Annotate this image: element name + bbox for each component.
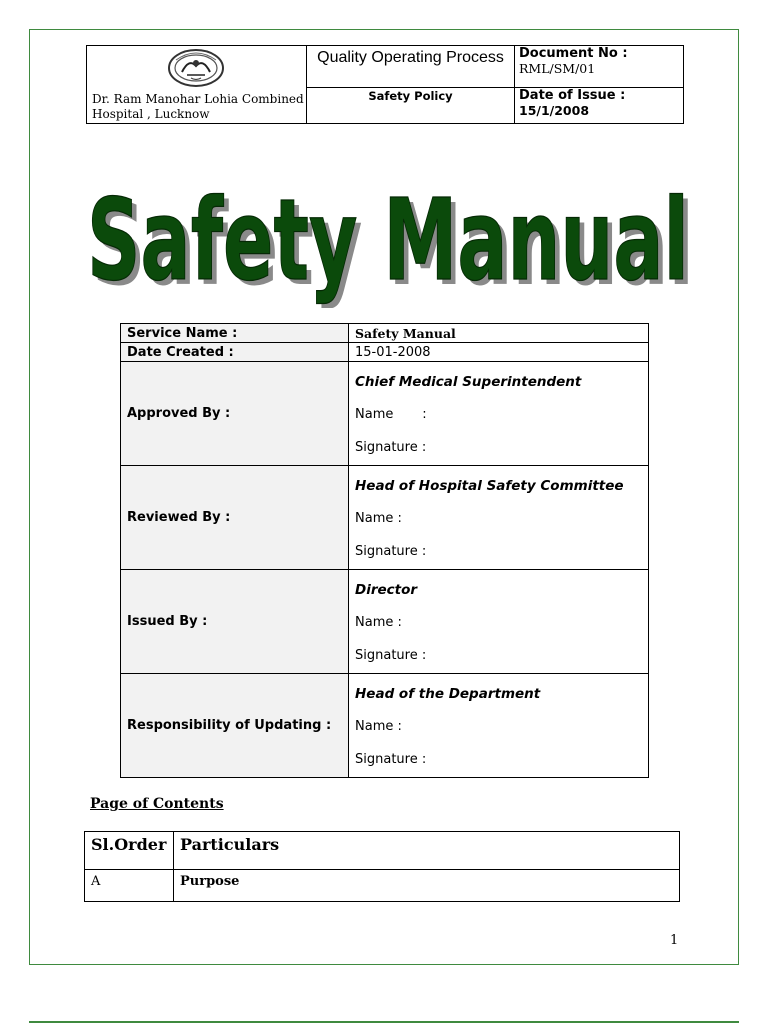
updater-role: Head of the Department (355, 686, 541, 702)
table-row (121, 324, 649, 343)
row-order: A (85, 870, 174, 902)
reviewer-role: Head of Hospital Safety Committee (355, 478, 624, 494)
row-particular: Purpose (174, 870, 680, 902)
updating-details (349, 674, 649, 778)
approved-by-row (121, 362, 649, 466)
approver-signature-label: Signature : (355, 440, 427, 455)
approver-name-label: Name : (355, 407, 427, 422)
approver-role: Chief Medical Superintendent (355, 374, 582, 390)
approved-by-details (349, 362, 649, 466)
approval-table (120, 323, 649, 778)
updater-signature-label: Signature : (355, 752, 427, 767)
reviewed-by-label: Reviewed By : (121, 466, 349, 570)
table-row (85, 870, 680, 902)
government-emblem-icon (167, 48, 225, 88)
document-number-label: Document No : (519, 46, 628, 61)
updating-row (121, 674, 649, 778)
reviewed-by-row (121, 466, 649, 570)
issued-by-details (349, 570, 649, 674)
bottom-rule (29, 1021, 739, 1023)
process-title: Quality Operating Process (307, 46, 515, 88)
updater-name-label: Name : (355, 719, 402, 734)
date-of-issue-label: Date of Issue : (519, 88, 626, 103)
contents-header-row (85, 832, 680, 870)
document-header (86, 45, 684, 124)
updating-label: Responsibility of Updating : (121, 674, 349, 778)
date-created-value: 15-01-2008 (349, 343, 649, 362)
reviewer-signature-label: Signature : (355, 544, 427, 559)
reviewed-by-details (349, 466, 649, 570)
issued-by-row (121, 570, 649, 674)
approved-by-label: Approved By : (121, 362, 349, 466)
title-shadow: Safety Manual (92, 181, 694, 308)
date-of-issue-cell (515, 88, 684, 124)
issuer-name-label: Name : (355, 615, 402, 630)
contents-heading: Page of Contents (90, 796, 224, 812)
title-text: Safety Manual (87, 176, 689, 306)
column-header-particulars: Particulars (174, 832, 680, 870)
page-number: 1 (670, 933, 679, 948)
reviewer-name-label: Name : (355, 511, 402, 526)
issuer-role: Director (355, 582, 418, 598)
document-number-cell (515, 46, 684, 88)
document-number-value: RML/SM/01 (519, 61, 596, 76)
header-logo-cell (87, 46, 307, 124)
document-title (84, 176, 704, 308)
service-name-label: Service Name : (121, 324, 349, 343)
date-created-label: Date Created : (121, 343, 349, 362)
issuer-signature-label: Signature : (355, 648, 427, 663)
table-row (121, 343, 649, 362)
hospital-name: Dr. Ram Manohar Lohia Combined Hospital , Lucknow (92, 92, 304, 121)
contents-table (84, 831, 680, 902)
column-header-order: Sl.Order (85, 832, 174, 870)
date-of-issue-value: 15/1/2008 (519, 103, 590, 118)
policy-label: Safety Policy (307, 88, 515, 124)
service-name-value: Safety Manual (349, 324, 649, 343)
issued-by-label: Issued By : (121, 570, 349, 674)
